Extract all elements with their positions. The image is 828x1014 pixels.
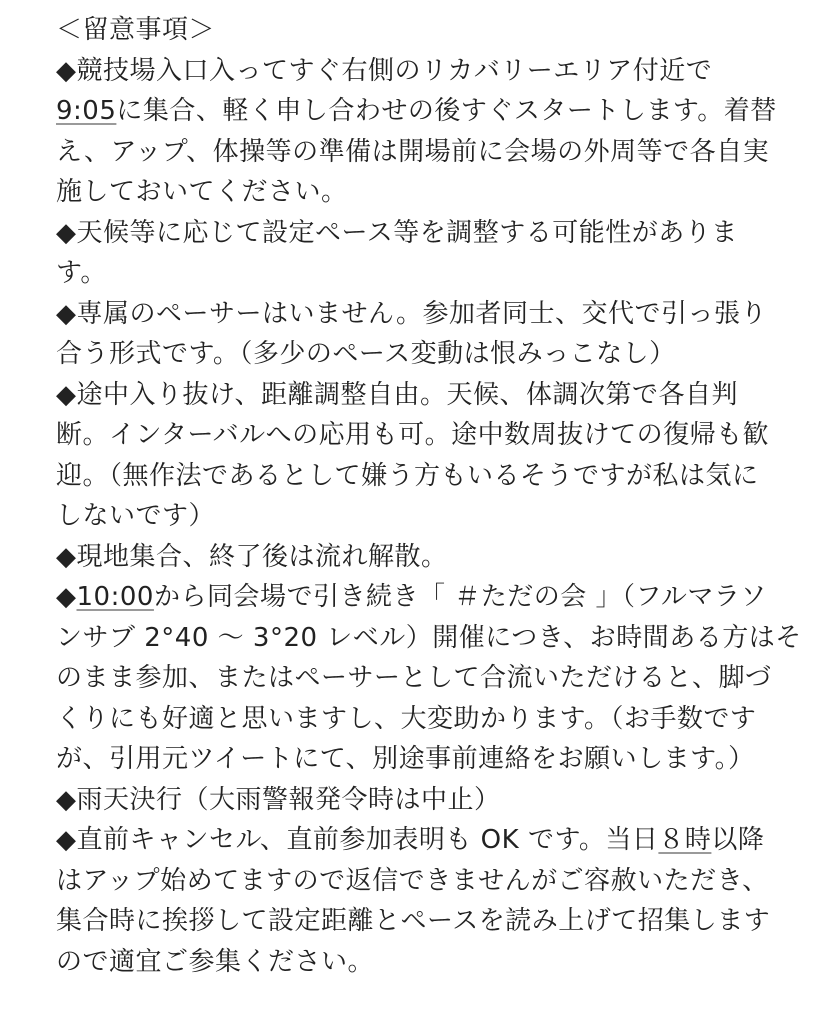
notice-line [56, 577, 816, 618]
notice-line: のまま参加、またはペーサーとして合流いただけると、脚づ [56, 663, 772, 693]
notice-line-prefix: ◆ [56, 582, 77, 612]
notice-line [56, 91, 816, 132]
notice-line: ◆現地集合、終了後は流れ解散。 [56, 541, 448, 572]
notice-line: ので適宜ご参集ください。 [56, 946, 375, 977]
notice-line: 施しておいてください。 [56, 177, 348, 207]
notice-line-suffix: 以降 [711, 825, 765, 855]
notice-line-text: ◆直前キャンセル、直前参加表明も OK です。当日 [56, 825, 659, 855]
time-link-8ji[interactable]: ８時 [658, 825, 712, 855]
notice-line-text: に集合、軽く申し合わせの後すぐスタートします。着替 [116, 96, 777, 126]
notice-line [56, 820, 816, 861]
time-link-1000[interactable]: 10:00 [76, 582, 154, 612]
notice-line: 合う形式です。（多少のペース変動は恨みっこなし） [56, 339, 676, 369]
notice-title: ＜留意事項＞ [56, 15, 216, 45]
notice-line-text: から同会場で引き続き「 ＃ただの会 」（フルマラソ [153, 582, 767, 612]
notice-line: 断。インターバルへの応用も可。途中数周抜けての復帰も歓 [56, 420, 770, 450]
notice-line: ◆雨天決行（大雨警報発令時は中止） [56, 784, 501, 815]
notice-line: ◆途中入り抜け、距離調整自由。天候、体調次第で各自判 [56, 379, 738, 410]
notice-line: ◆天候等に応じて設定ペース等を調整する可能性がありま [56, 217, 738, 248]
notice-line: ンサブ 2°40 ～ 3°20 レベル）開催につき、お時間ある方はそ [56, 622, 802, 653]
notice-line: が、引用元ツイートにて、別途事前連絡をお願いします。） [56, 744, 755, 774]
notice-line: くりにも好適と思いますし、大変助かります。（お手数です [56, 703, 757, 734]
time-link-905[interactable]: 9:05 [56, 96, 117, 126]
notice-document [56, 10, 816, 982]
notice-line: え、アップ、体操等の準備は開場前に会場の外周等で各自実 [56, 136, 770, 167]
notice-line: はアップ始めてますので返信できませんがご容赦いただき、 [56, 865, 769, 896]
notice-line: しないです） [56, 501, 216, 531]
notice-line: す。 [56, 258, 107, 288]
notice-line: 集合時に挨拶して設定距離とペースを読み上げて招集します [56, 906, 771, 936]
notice-line: ◆専属のペーサーはいません。参加者同士、交代で引っ張り [56, 298, 768, 329]
notice-line: 迎。（無作法であるとして嫌う方もいるそうですが私は気に [56, 460, 759, 491]
notice-line: ◆競技場入口入ってすぐ右側のリカバリーエリア付近で [56, 55, 713, 86]
